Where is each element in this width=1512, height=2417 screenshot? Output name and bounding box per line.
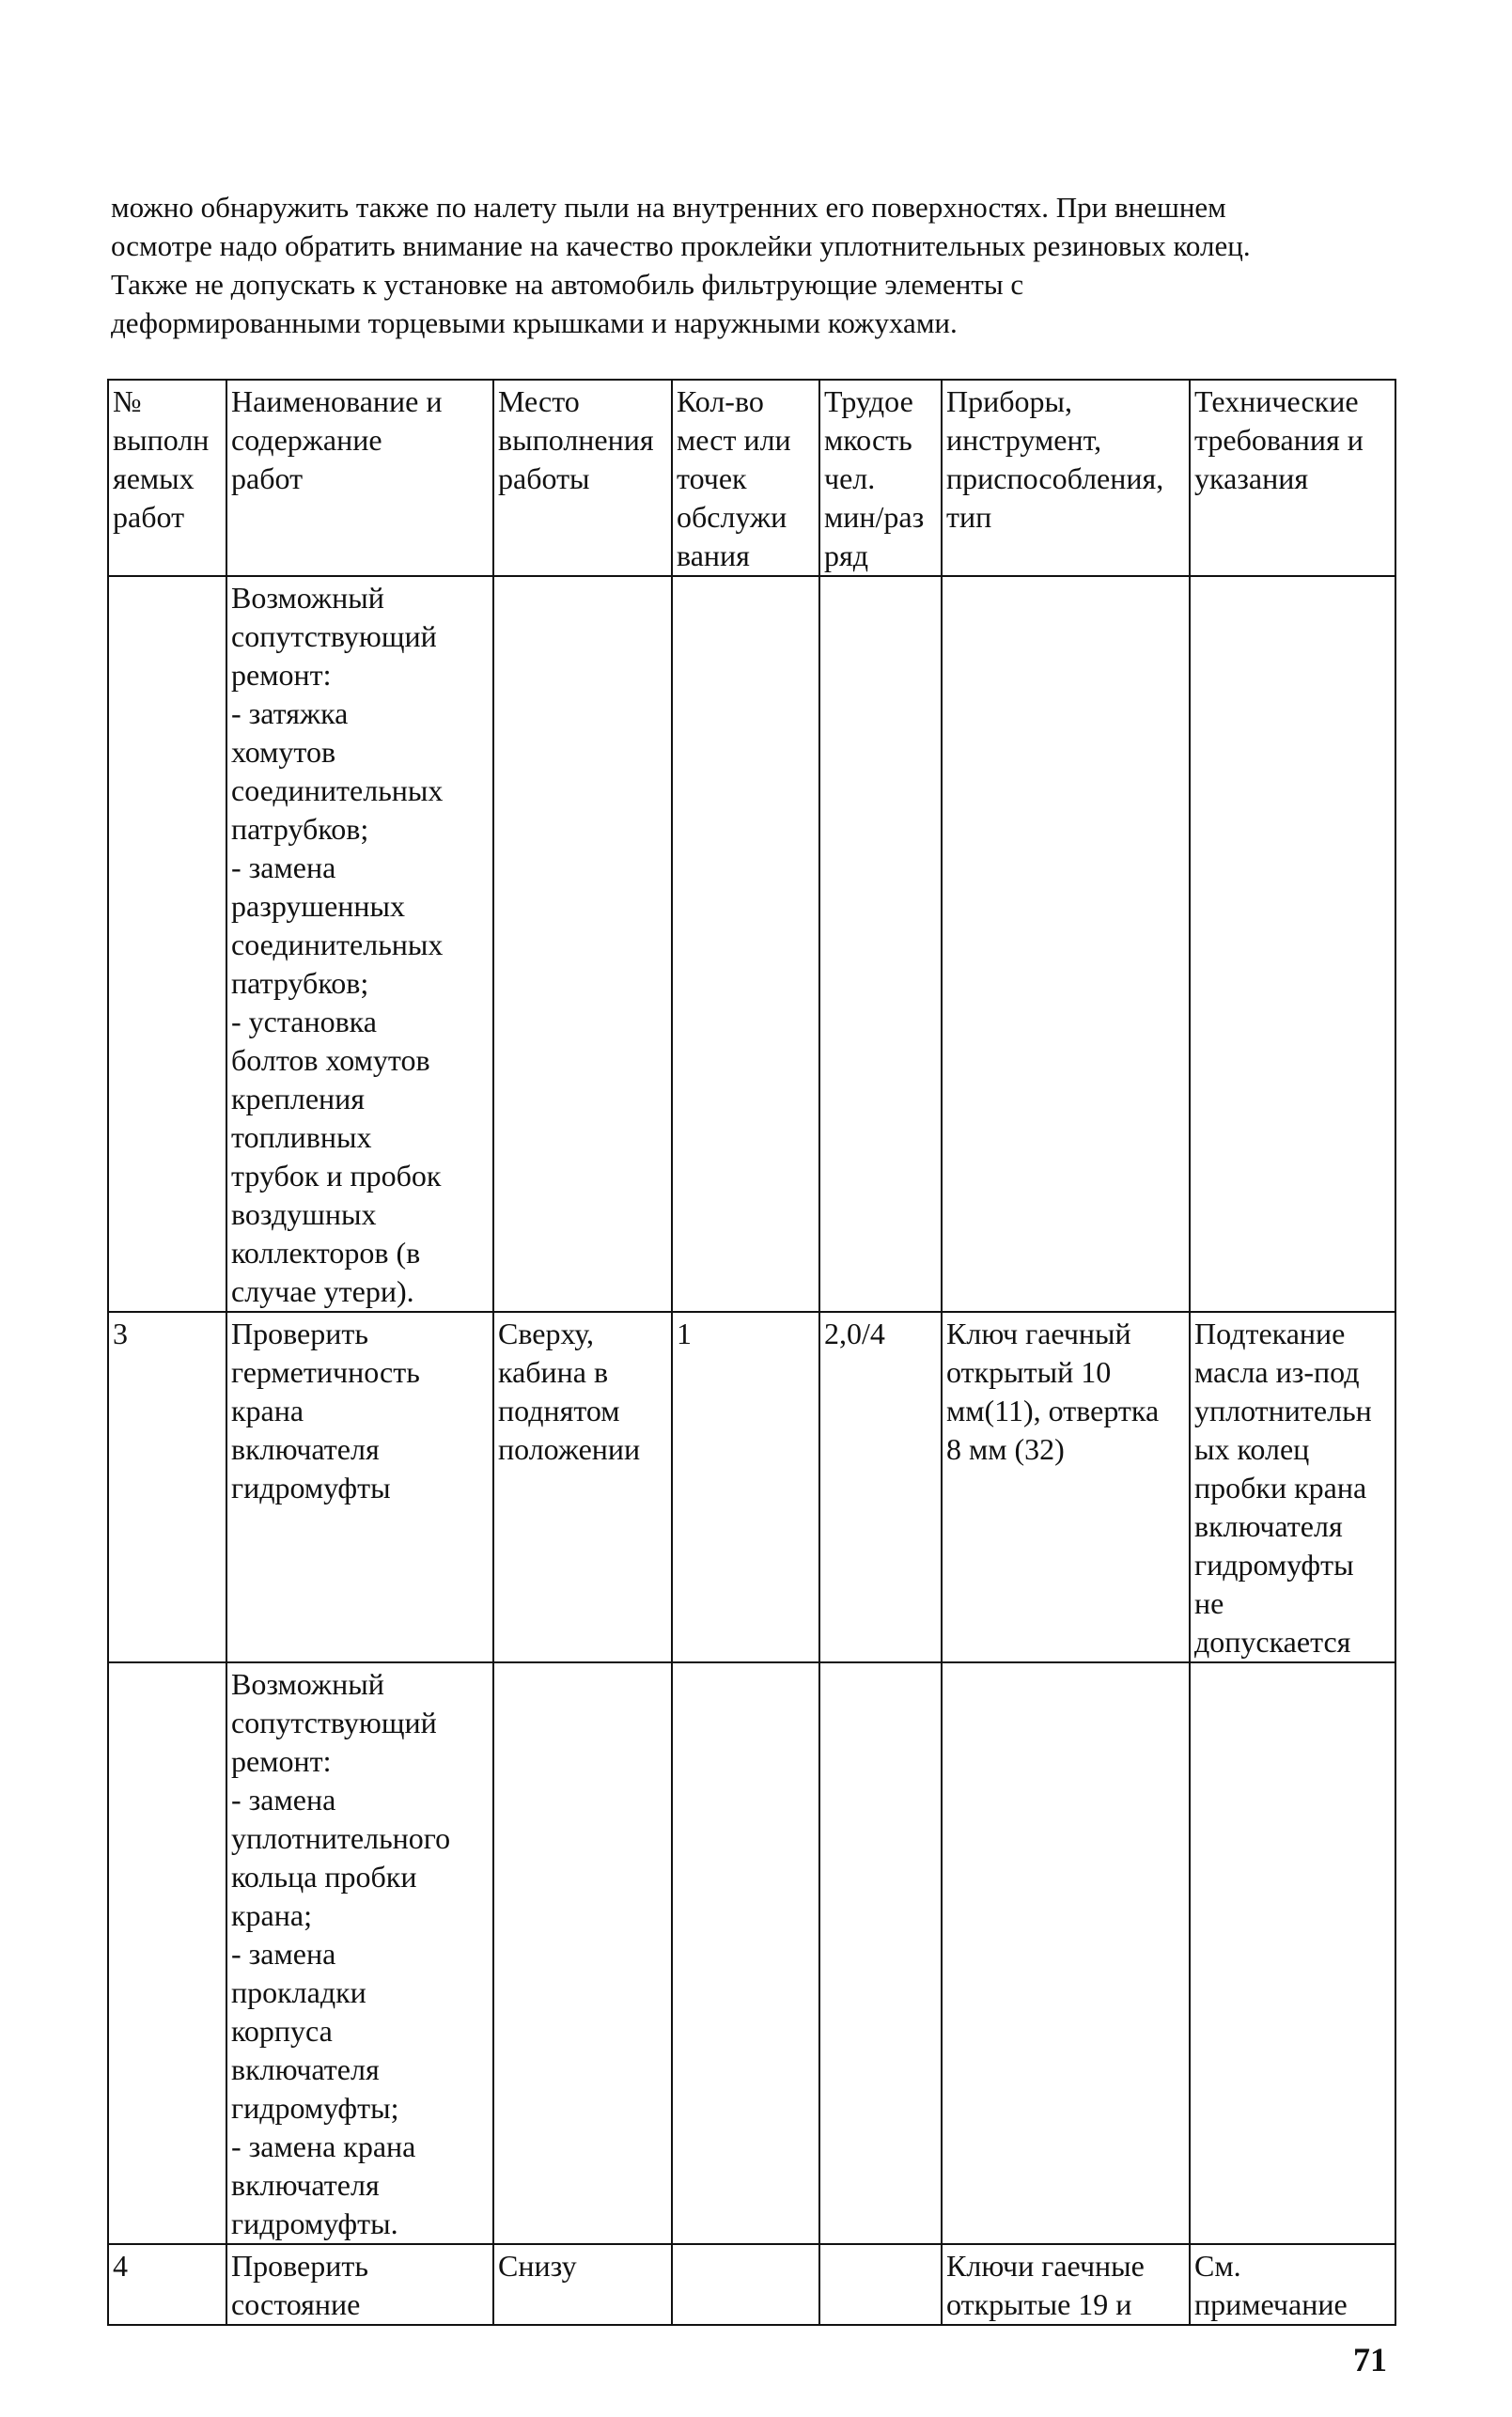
cell-tools — [942, 1662, 1190, 2244]
header-tools-line: приспособления, — [946, 461, 1164, 495]
cell-work-name-line: соединительных — [231, 928, 444, 961]
page-number: 71 — [1353, 2341, 1387, 2378]
table-row — [108, 576, 1395, 1312]
cell-tools-line: открытые 19 и — [946, 2287, 1132, 2321]
header-work-place-line: выполнения — [498, 423, 654, 457]
cell-points-count — [672, 1312, 819, 1662]
header-work-number — [108, 380, 226, 576]
cell-work-name-line: состояние — [231, 2287, 361, 2321]
cell-work-number — [108, 1312, 226, 1662]
cell-requirements-line: включателя — [1194, 1509, 1343, 1543]
cell-work-number-text: 3 — [113, 1317, 128, 1350]
header-work-name — [226, 380, 493, 576]
cell-work-name — [226, 576, 493, 1312]
header-work-number-line: работ — [113, 500, 185, 534]
cell-work-name-line: случае утери). — [231, 1274, 414, 1308]
cell-tools-line: мм(11), отвертка — [946, 1394, 1160, 1427]
cell-work-name-line: Проверить — [231, 1317, 368, 1350]
table-row — [108, 2244, 1395, 2325]
cell-requirements-line: пробки крана — [1194, 1471, 1367, 1505]
cell-work-name-line: прокладки — [231, 1975, 366, 2009]
cell-work-name-line: крана — [231, 1394, 304, 1427]
table-row — [108, 1662, 1395, 2244]
cell-work-name-line: сопутствующий — [231, 619, 437, 653]
cell-requirements-line: ых колец — [1194, 1432, 1310, 1466]
cell-requirements-line: масла из-под — [1194, 1355, 1360, 1389]
intro-line: деформированными торцевыми крышками и наружными кожухами. — [111, 306, 958, 339]
header-points-count-line: Кол-во — [677, 384, 764, 418]
header-tools-line: инструмент, — [946, 423, 1102, 457]
header-requirements-line: Технические — [1194, 384, 1359, 418]
cell-work-name-line: корпуса — [231, 2014, 333, 2048]
cell-requirements-line: допускается — [1194, 1625, 1351, 1659]
header-labor-intensity-line: ряд — [824, 538, 868, 572]
cell-work-name-line: разрушенных — [231, 889, 406, 923]
cell-points-count — [672, 576, 819, 1312]
table-header-row — [108, 380, 1395, 576]
cell-work-name-line: - затяжка — [231, 696, 349, 730]
header-work-place-line: Место — [498, 384, 580, 418]
header-points-count — [672, 380, 819, 576]
cell-work-name-line: Возможный — [231, 1667, 384, 1701]
cell-work-name-line: включателя — [231, 2052, 380, 2086]
cell-work-name-line: ремонт: — [231, 658, 332, 692]
header-work-name-line: содержание — [231, 423, 382, 457]
cell-tools-line: Ключи гаечные — [946, 2249, 1145, 2283]
cell-requirements-line: См. — [1194, 2249, 1241, 2283]
cell-work-name-line: - замена — [231, 1783, 336, 1817]
cell-work-name-line: гидромуфты — [231, 1471, 391, 1505]
cell-work-name-line: Проверить — [231, 2249, 368, 2283]
cell-work-number — [108, 1662, 226, 2244]
cell-work-place-line: кабина в — [498, 1355, 609, 1389]
header-work-place-line: работы — [498, 461, 590, 495]
cell-work-place — [493, 1312, 672, 1662]
header-requirements — [1190, 380, 1395, 576]
cell-tools — [942, 2244, 1190, 2325]
cell-tools-line: Ключ гаечный — [946, 1317, 1131, 1350]
cell-requirements-line: гидромуфты — [1194, 1548, 1354, 1582]
cell-work-name-line: - замена — [231, 850, 336, 884]
header-labor-intensity-line: мкость — [824, 423, 912, 457]
cell-work-place — [493, 1662, 672, 2244]
cell-requirements-line: уплотнительн — [1194, 1394, 1372, 1427]
cell-work-name — [226, 2244, 493, 2325]
cell-work-name-line: - замена — [231, 1937, 336, 1971]
cell-work-name-line: - замена крана — [231, 2129, 416, 2163]
cell-work-number — [108, 2244, 226, 2325]
cell-tools — [942, 576, 1190, 1312]
header-labor-intensity-line: мин/раз — [824, 500, 925, 534]
cell-labor-intensity-text: 2,0/4 — [824, 1317, 885, 1350]
cell-work-number — [108, 576, 226, 1312]
cell-requirements — [1190, 576, 1395, 1312]
cell-requirements-line: не — [1194, 1586, 1224, 1620]
cell-work-place-line: Снизу — [498, 2249, 577, 2283]
cell-requirements — [1190, 1662, 1395, 2244]
cell-points-count — [672, 1662, 819, 2244]
cell-work-name-line: коллекторов (в — [231, 1236, 421, 1270]
cell-work-place — [493, 2244, 672, 2325]
cell-requirements — [1190, 2244, 1395, 2325]
intro-paragraph — [111, 188, 1426, 342]
intro-line: можно обнаружить также по налету пыли на внутренних его поверхностях. При внешнем — [111, 191, 1226, 224]
header-requirements-line: требования и — [1194, 423, 1364, 457]
header-work-number-line: яемых — [113, 461, 195, 495]
cell-work-name-line: хомутов — [231, 735, 336, 769]
header-work-name-line: работ — [231, 461, 304, 495]
cell-work-name-line: гидромуфты; — [231, 2091, 399, 2125]
cell-work-place-line: поднятом — [498, 1394, 620, 1427]
header-requirements-line: указания — [1194, 461, 1309, 495]
header-work-number-line: выполн — [113, 423, 210, 457]
cell-work-number-text: 4 — [113, 2249, 128, 2283]
cell-labor-intensity — [819, 1312, 942, 1662]
header-points-count-line: вания — [677, 538, 750, 572]
header-points-count-line: точек — [677, 461, 747, 495]
maintenance-table — [107, 379, 1396, 2326]
cell-points-count — [672, 2244, 819, 2325]
cell-work-name-line: гидромуфты. — [231, 2206, 398, 2240]
cell-work-name-line: топливных — [231, 1120, 372, 1154]
cell-requirements — [1190, 1312, 1395, 1662]
cell-tools-line: 8 мм (32) — [946, 1432, 1065, 1466]
cell-work-name-line: герметичность — [231, 1355, 420, 1389]
cell-labor-intensity — [819, 1662, 942, 2244]
header-tools-line: Приборы, — [946, 384, 1073, 418]
cell-points-count-text: 1 — [677, 1317, 692, 1350]
cell-labor-intensity — [819, 576, 942, 1312]
cell-work-name-line: сопутствующий — [231, 1706, 437, 1739]
header-work-number-line: № — [113, 384, 142, 418]
cell-work-name-line: уплотнительного — [231, 1821, 451, 1855]
cell-work-name-line: трубок и пробок — [231, 1159, 442, 1193]
cell-labor-intensity — [819, 2244, 942, 2325]
cell-work-name-line: болтов хомутов — [231, 1043, 430, 1077]
cell-requirements-line: примечание — [1194, 2287, 1348, 2321]
cell-work-name-line: соединительных — [231, 773, 444, 807]
header-labor-intensity — [819, 380, 942, 576]
header-tools — [942, 380, 1190, 576]
cell-requirements-line: Подтекание — [1194, 1317, 1346, 1350]
header-labor-intensity-line: чел. — [824, 461, 876, 495]
cell-work-name-line: включателя — [231, 1432, 380, 1466]
intro-line: осмотре надо обратить внимание на качество проклейки уплотнительных резиновых колец. — [111, 229, 1251, 262]
table-row — [108, 1312, 1395, 1662]
cell-work-name-line: включателя — [231, 2168, 380, 2202]
cell-work-name-line: кольца пробки — [231, 1860, 417, 1894]
header-points-count-line: обслужи — [677, 500, 787, 534]
header-labor-intensity-line: Трудое — [824, 384, 913, 418]
cell-tools-line: открытый 10 — [946, 1355, 1112, 1389]
cell-work-place — [493, 576, 672, 1312]
cell-work-name-line: Возможный — [231, 581, 384, 615]
cell-work-name-line: - установка — [231, 1005, 377, 1038]
cell-work-name-line: крепления — [231, 1082, 366, 1115]
cell-work-name — [226, 1312, 493, 1662]
header-points-count-line: мест или — [677, 423, 791, 457]
cell-work-name-line: крана; — [231, 1898, 312, 1932]
cell-work-name-line: воздушных — [231, 1197, 377, 1231]
cell-tools — [942, 1312, 1190, 1662]
header-tools-line: тип — [946, 500, 992, 534]
header-work-name-line: Наименование и — [231, 384, 443, 418]
cell-work-place-line: положении — [498, 1432, 641, 1466]
cell-work-place-line: Сверху, — [498, 1317, 595, 1350]
header-work-place — [493, 380, 672, 576]
cell-work-name-line: патрубков; — [231, 812, 369, 846]
intro-line: Также не допускать к установке на автомобиль фильтрующие элементы с — [111, 268, 1024, 301]
cell-work-name-line: ремонт: — [231, 1744, 332, 1778]
cell-work-name — [226, 1662, 493, 2244]
cell-work-name-line: патрубков; — [231, 966, 369, 1000]
